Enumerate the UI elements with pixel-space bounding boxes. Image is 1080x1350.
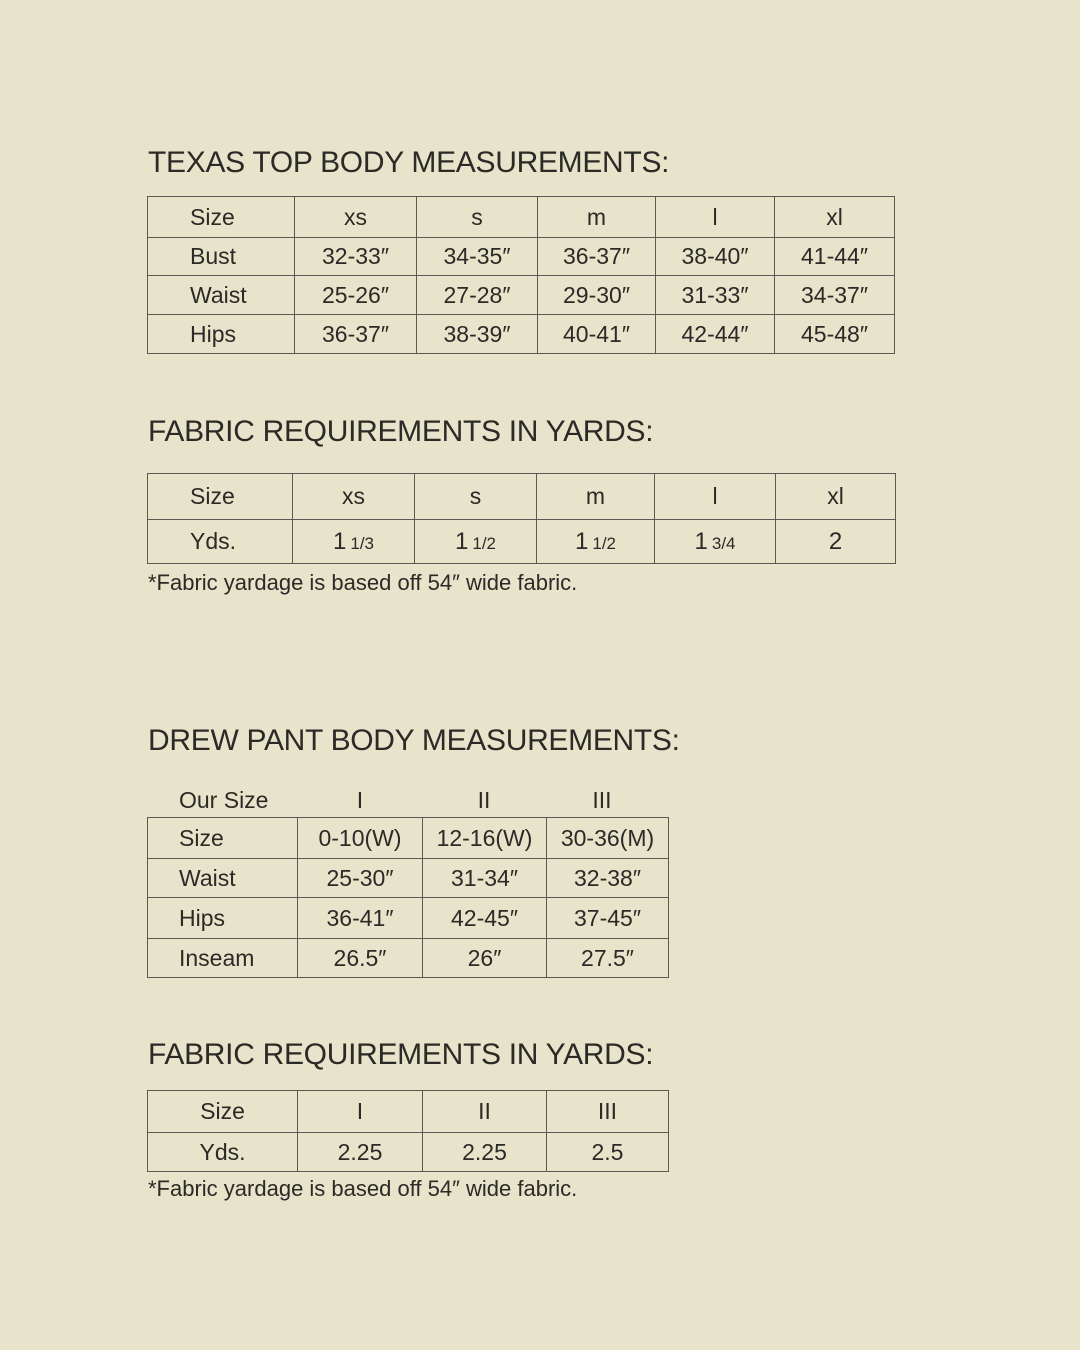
size-header-cell: Size <box>148 1091 298 1133</box>
table-cell: 36-37″ <box>295 315 417 354</box>
table-cell: 0-10(W) <box>298 818 423 859</box>
size-header-cell: Size <box>148 197 295 238</box>
our-size-label: Our Size <box>179 787 269 813</box>
size-header-cell: Size <box>148 474 293 520</box>
yardage-fraction: 1/2 <box>592 533 616 553</box>
table-cell: 2.25 <box>298 1133 423 1172</box>
table-cell: 2.5 <box>547 1133 669 1172</box>
table-cell: 45-48″ <box>775 315 895 354</box>
size-xs-header: xs <box>295 197 417 238</box>
table-cell: 25-30″ <box>298 859 423 898</box>
drew-pant-measurements-table <box>147 817 669 978</box>
table-cell: 36-37″ <box>538 238 656 276</box>
size-xl-header: xl <box>775 197 895 238</box>
size-xs-header: xs <box>293 474 415 520</box>
yards-label: Yds. <box>148 520 293 564</box>
size-l-header: l <box>655 474 776 520</box>
table-cell: 37-45″ <box>547 898 669 939</box>
table-cell: 38-40″ <box>656 238 775 276</box>
our-size-ii: II <box>477 787 491 813</box>
hips-label: Hips <box>148 898 298 939</box>
bust-label: Bust <box>148 238 295 276</box>
yardage-whole: 1 <box>455 527 469 555</box>
texas-fabric-requirements-title: FABRIC REQUIREMENTS IN YARDS: <box>148 415 654 448</box>
size-m-header: m <box>537 474 655 520</box>
table-cell: 26″ <box>423 939 547 978</box>
texas-fabric-requirements-table <box>147 473 896 564</box>
size-label: Size <box>148 818 298 859</box>
table-cell: 30-36(M) <box>547 818 669 859</box>
table-cell: 41-44″ <box>775 238 895 276</box>
table-cell: 27-28″ <box>417 276 538 315</box>
drew-fabric-requirements-table <box>147 1090 669 1172</box>
table-row <box>148 818 669 859</box>
table-cell: 2.25 <box>423 1133 547 1172</box>
table-row <box>148 276 895 315</box>
table-cell: 31-33″ <box>656 276 775 315</box>
size-l-header: l <box>656 197 775 238</box>
yardage-fraction: 1/3 <box>350 533 374 553</box>
table-row <box>148 520 896 564</box>
table-cell: 42-44″ <box>656 315 775 354</box>
table-header-row <box>148 474 896 520</box>
table-cell: 32-38″ <box>547 859 669 898</box>
table-cell: 34-35″ <box>417 238 538 276</box>
table-row <box>148 1133 669 1172</box>
drew-fabric-requirements-title: FABRIC REQUIREMENTS IN YARDS: <box>148 1038 654 1071</box>
inseam-label: Inseam <box>148 939 298 978</box>
table-cell: 25-26″ <box>295 276 417 315</box>
table-cell: 27.5″ <box>547 939 669 978</box>
yardage-whole: 1 <box>575 527 589 555</box>
texas-top-measurements-table <box>147 196 895 354</box>
waist-label: Waist <box>148 859 298 898</box>
yardage-cell <box>415 520 537 564</box>
waist-label: Waist <box>148 276 295 315</box>
table-cell: 34-37″ <box>775 276 895 315</box>
drew-fabric-note: *Fabric yardage is based off 54″ wide fabric. <box>148 1176 578 1201</box>
our-size-iii: III <box>592 787 612 813</box>
table-row <box>148 315 895 354</box>
size-xl-header: xl <box>776 474 896 520</box>
yardage-fraction: 3/4 <box>711 533 736 553</box>
table-row <box>148 939 669 978</box>
table-row <box>148 238 895 276</box>
our-size-row <box>148 787 668 817</box>
table-row <box>148 898 669 939</box>
size-iii-header: III <box>547 1091 669 1133</box>
table-cell: 40-41″ <box>538 315 656 354</box>
table-header-row <box>148 197 895 238</box>
size-s-header: s <box>417 197 538 238</box>
table-row <box>148 859 669 898</box>
size-ii-header: II <box>423 1091 547 1133</box>
yardage-whole: 2 <box>828 527 843 555</box>
size-s-header: s <box>415 474 537 520</box>
yardage-fraction: 1/2 <box>472 533 496 553</box>
our-size-i: I <box>356 787 364 813</box>
table-cell: 36-41″ <box>298 898 423 939</box>
yardage-whole: 1 <box>333 527 347 555</box>
table-cell: 31-34″ <box>423 859 547 898</box>
yardage-cell <box>537 520 655 564</box>
yards-label: Yds. <box>148 1133 298 1172</box>
table-header-row <box>148 1091 669 1133</box>
drew-pant-measurements-title: DREW PANT BODY MEASUREMENTS: <box>148 724 680 757</box>
texas-top-measurements-title: TEXAS TOP BODY MEASUREMENTS: <box>148 146 670 179</box>
table-cell: 38-39″ <box>417 315 538 354</box>
table-cell: 12-16(W) <box>423 818 547 859</box>
table-cell: 42-45″ <box>423 898 547 939</box>
table-cell: 32-33″ <box>295 238 417 276</box>
table-cell: 26.5″ <box>298 939 423 978</box>
yardage-cell <box>776 520 896 564</box>
hips-label: Hips <box>148 315 295 354</box>
yardage-cell <box>655 520 776 564</box>
size-m-header: m <box>538 197 656 238</box>
yardage-cell <box>293 520 415 564</box>
yardage-whole: 1 <box>694 527 708 555</box>
texas-fabric-note: *Fabric yardage is based off 54″ wide fabric. <box>148 570 578 595</box>
size-i-header: I <box>298 1091 423 1133</box>
table-cell: 29-30″ <box>538 276 656 315</box>
